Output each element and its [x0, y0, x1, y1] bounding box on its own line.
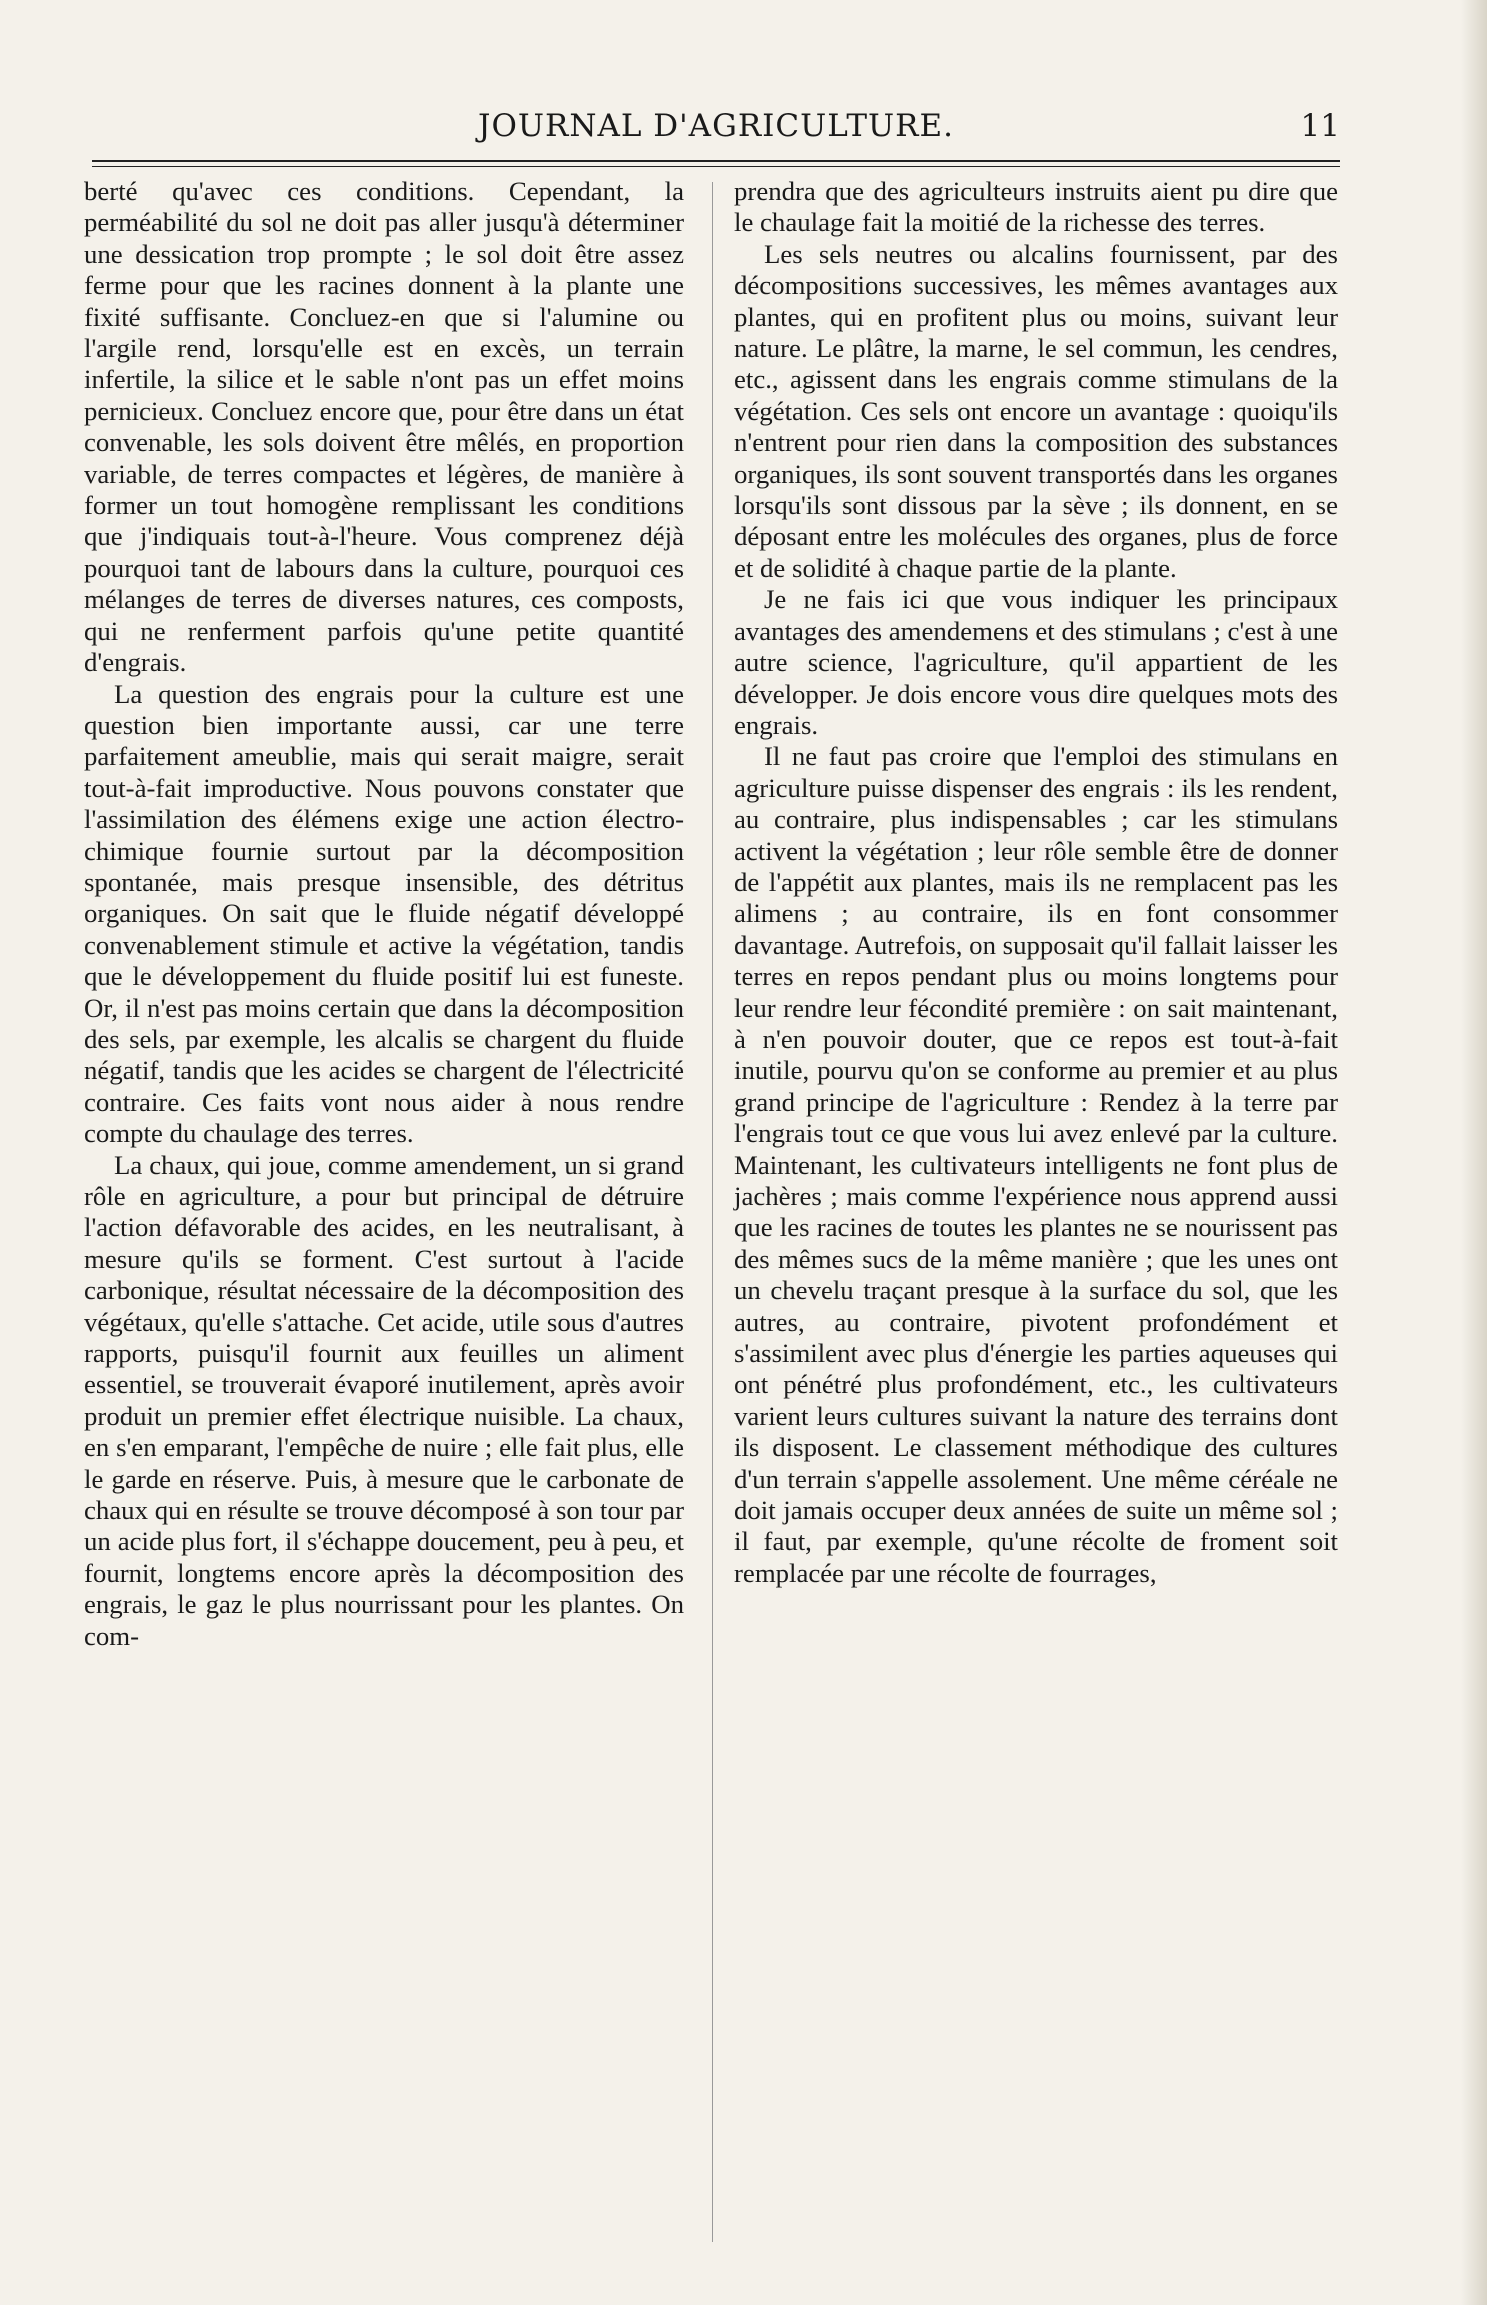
page-edge	[1461, 0, 1487, 2305]
paragraph: Les sels neutres ou alcalins fournissent, par des décompositions successives, les mêmes avantages aux plantes, qui en profitent plus ou moins, suivant leur nature. Le plâtre, la marne, le sel commun, les cendres, etc., agissent dans les engrais comme stimulans de la végétation. Ces sels ont encore un avantage : quoiqu'ils n'entrent pour rien dans la composition des substances organiques, ils sont souvent transportés dans les organes lorsqu'ils sont dissous par la sève ; ils donnent, en se déposant entre les molécules des organes, plus de force et de solidité à chaque partie de la plante.	[734, 238, 1338, 583]
paragraph: berté qu'avec ces conditions. Cependant, la perméabilité du sol ne doit pas aller jusqu'à déterminer une dessication trop prompte ; le sol doit être assez ferme pour que les racines donnent à la plante une fixité suffisante. Concluez-en que si l'alumine ou l'argile rend, lorsqu'elle est en excès, un terrain infertile, la silice et le sable n'ont pas un effet moins pernicieux. Concluez encore que, pour être dans un état convenable, les sols doivent être mêlés, en proportion variable, de terres compactes et légères, de manière à former un tout homogène remplissant les conditions que j'indiquais tout-à-l'heure. Vous comprenez déjà pourquoi tant de labours dans la culture, pourquoi ces mélanges de terres de diverses natures, ces composts, qui ne renferment parfois qu'une petite quantité d'engrais.	[84, 176, 684, 678]
paragraph: Je ne fais ici que vous indiquer les principaux avantages des amendemens et des stimulans ; c'est à une autre science, l'agriculture, qu'il appartient de les développer. Je dois encore vous dire quelques mots des engrais.	[734, 584, 1338, 740]
left-column	[84, 176, 684, 1652]
paragraph: Il ne faut pas croire que l'emploi des stimulans en agriculture puisse dispenser des engrais : ils les rendent, au contraire, plus indispensables ; car les stimulans activent la végétation ; leur rôle semble être de donner de l'appétit aux plantes, mais ils ne remplacent pas les alimens ; au contraire, ils en font consommer davantage. Autrefois, on supposait qu'il fallait laisser les terres en repos pendant plus ou moins longtems pour leur rendre leur fécondité première : on sait maintenant, à n'en pouvoir douter, que ce repos est tout-à-fait inutile, pourvu qu'on se conforme au premier et au plus grand principe de l'agriculture : Rendez à la terre par l'engrais tout ce que vous lui avez enlevé par la culture. Maintenant, les cultivateurs intelligents ne font plus de jachères ; mais comme l'expérience nous apprend aussi que les racines de toutes les plantes ne se nourissent pas des mêmes sucs de la même manière ; que les unes ont un chevelu traçant presque à la surface du sol, que les autres, au contraire, pivotent profondément et s'assimilent avec plus d'énergie les parties aqueuses qui ont pénétré plus profondément, etc., les cultivateurs varient leurs cultures suivant la nature des terrains dont ils disposent. Le classement méthodique des cultures d'un terrain s'appelle assolement. Une même céréale ne doit jamais occuper deux années de suite un même sol ; il faut, par exemple, qu'une récolte de froment soit remplacée par une récolte de fourrages,	[734, 741, 1338, 1588]
header-rule	[92, 160, 1340, 162]
page-number: 11	[1300, 108, 1340, 144]
paragraph: La chaux, qui joue, comme amendement, un si grand rôle en agriculture, a pour but principal de détruire l'action défavorable des acides, en les neutralisant, à mesure qu'ils se forment. C'est surtout à l'acide carbonique, résultat nécessaire de la décomposition des végétaux, qu'elle s'attache. Cet acide, utile sous d'autres rapports, puisqu'il fournit aux feuilles un aliment essentiel, se trouverait évaporé inutilement, après avoir produit un premier effet électrique nuisible. La chaux, en s'en emparant, l'empêche de nuire ; elle fait plus, elle le garde en réserve. Puis, à mesure que le carbonate de chaux qui en résulte se trouve décomposé à son tour par un acide plus fort, il s'échappe doucement, peu à peu, et fournit, longtems encore après la décomposition des engrais, le gaz le plus nourrissant pour les plantes. On com-	[84, 1149, 684, 1651]
page-header	[92, 108, 1340, 148]
column-divider	[712, 182, 713, 2242]
header-rule-thin	[92, 166, 1340, 167]
paragraph: La question des engrais pour la culture est une question bien importante aussi, car une terre parfaitement ameublie, mais qui serait maigre, serait tout-à-fait improductive. Nous pouvons constater que l'assimilation des élémens exige une action électro-chimique fournie surtout par la décomposition spontanée, mais presque insensible, des détritus organiques. On sait que le fluide négatif développé convenablement stimule et active la végétation, tandis que le développement du fluide positif lui est funeste. Or, il n'est pas moins certain que dans la décomposition des sels, par exemple, les alcalis se chargent du fluide négatif, tandis que les acides se chargent de l'électricité contraire. Ces faits vont nous aider à nous rendre compte du chaulage des terres.	[84, 678, 684, 1149]
running-title: JOURNAL D'AGRICULTURE.	[478, 108, 954, 144]
paragraph: prendra que des agriculteurs instruits aient pu dire que le chaulage fait la moitié de la richesse des terres.	[734, 176, 1338, 238]
right-column	[734, 176, 1338, 1589]
